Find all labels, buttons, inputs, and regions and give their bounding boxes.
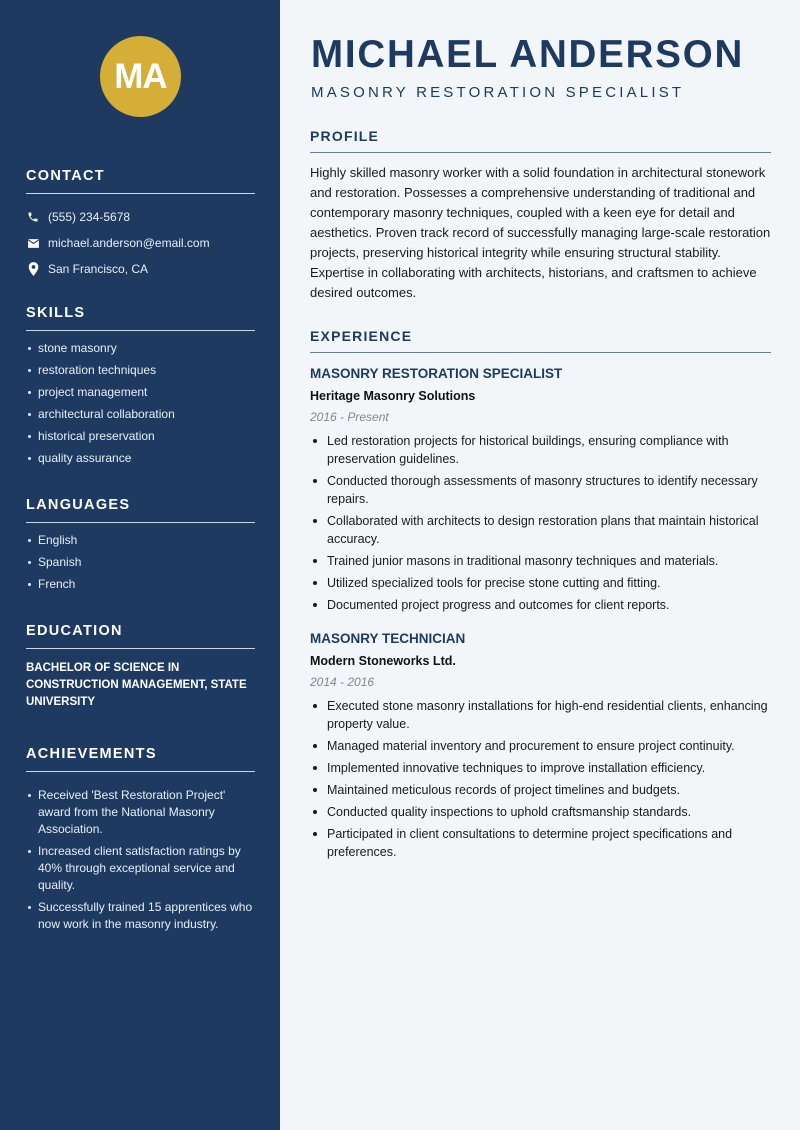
candidate-name: MICHAEL ANDERSON xyxy=(311,33,745,76)
skills-section xyxy=(26,305,255,472)
location-text: San Francisco, CA xyxy=(48,262,149,276)
skill-item: project management xyxy=(26,384,255,401)
achievements-heading: ACHIEVEMENTS xyxy=(26,746,255,772)
education-degree: BACHELOR OF SCIENCE IN CONSTRUCTION MANAGEMENT, STATE UNIVERSITY xyxy=(26,662,247,708)
skill-item: stone masonry xyxy=(26,340,255,357)
job-bullet: Led restoration projects for historical buildings, ensuring compliance with preservation guidelines. xyxy=(310,432,771,468)
job-bullet: Conducted quality inspections to uphold craftsmanship standards. xyxy=(310,803,771,821)
job-bullet: Executed stone masonry installations for high-end residential clients, enhancing property value. xyxy=(310,697,771,733)
skill-item: historical preservation xyxy=(26,428,255,445)
skill-item: restoration techniques xyxy=(26,362,255,379)
achievements-list xyxy=(26,787,255,933)
main-content xyxy=(280,0,800,1130)
contact-list xyxy=(26,204,255,282)
phone-text[interactable]: (555) 234-5678 xyxy=(48,210,131,224)
languages-heading: LANGUAGES xyxy=(26,497,255,523)
job-bullet: Participated in client consultations to determine project specifications and preferences. xyxy=(310,825,771,861)
job-bullet: Conducted thorough assessments of masonry structures to identify necessary repairs. xyxy=(310,472,771,508)
education-heading: EDUCATION xyxy=(26,623,255,649)
job-bullet: Trained junior masons in traditional masonry techniques and materials. xyxy=(310,552,771,570)
skills-list xyxy=(26,340,255,467)
achievement-item: Successfully trained 15 apprentices who now work in the masonry industry. xyxy=(26,899,255,933)
contact-heading: CONTACT xyxy=(26,168,255,194)
skills-heading: SKILLS xyxy=(26,305,255,331)
achievements-section xyxy=(26,746,255,938)
languages-list xyxy=(26,532,255,593)
languages-section xyxy=(26,497,255,598)
job-bullet: Implemented innovative techniques to improve installation efficiency. xyxy=(310,759,771,777)
job-company: Heritage Masonry Solutions xyxy=(310,389,476,403)
job-title: MASONRY TECHNICIAN xyxy=(310,631,466,646)
job-bullets xyxy=(310,697,771,861)
skill-item: quality assurance xyxy=(26,450,255,467)
experience-heading: EXPERIENCE xyxy=(310,328,771,353)
skill-item: architectural collaboration xyxy=(26,406,255,423)
job-bullet: Utilized specialized tools for precise stone cutting and fitting. xyxy=(310,574,771,592)
job-entry xyxy=(310,630,771,861)
job-bullet: Maintained meticulous records of project timelines and budgets. xyxy=(310,781,771,799)
language-item: French xyxy=(26,576,255,593)
job-dates: 2016 - Present xyxy=(310,410,389,424)
job-dates: 2014 - 2016 xyxy=(310,675,375,689)
profile-text: Highly skilled masonry worker with a solid foundation in architectural stonework and restoration. Possesses a comprehensive understanding of traditional and contemporary masonry techniques, coupled with a keen eye for detail and aesthetics. Proven track record of successfully managing large-scale restoration projects, preserving historical integrity while ensuring structural stability. Expertise in collaborating with architects, historians, and craftsmen to achieve desired outcomes. xyxy=(310,165,771,300)
avatar xyxy=(100,36,181,117)
phone-icon xyxy=(26,210,40,224)
profile-heading: PROFILE xyxy=(310,128,771,153)
job-company: Modern Stoneworks Ltd. xyxy=(310,654,456,668)
experience-section xyxy=(310,328,771,865)
education-section xyxy=(26,623,255,711)
job-bullet: Collaborated with architects to design restoration plans that maintain historical accuracy. xyxy=(310,512,771,548)
job-bullets xyxy=(310,432,771,614)
contact-phone xyxy=(26,204,255,230)
contact-location xyxy=(26,256,255,282)
language-item: Spanish xyxy=(26,554,255,571)
email-text[interactable]: michael.anderson@email.com xyxy=(48,236,210,250)
candidate-title: MASONRY RESTORATION SPECIALIST xyxy=(311,84,685,101)
avatar-initials: MA xyxy=(114,56,167,96)
contact-section xyxy=(26,168,255,282)
job-entry xyxy=(310,365,771,614)
contact-email xyxy=(26,230,255,256)
language-item: English xyxy=(26,532,255,549)
profile-section xyxy=(310,128,771,303)
job-bullet: Documented project progress and outcomes for client reports. xyxy=(310,596,771,614)
job-title: MASONRY RESTORATION SPECIALIST xyxy=(310,366,563,381)
achievement-item: Received 'Best Restoration Project' award from the National Masonry Association. xyxy=(26,787,255,838)
job-bullet: Managed material inventory and procurement to ensure project continuity. xyxy=(310,737,771,755)
sidebar xyxy=(0,0,280,1130)
email-icon xyxy=(26,236,40,250)
achievement-item: Increased client satisfaction ratings by 40% through exceptional service and quality. xyxy=(26,843,255,894)
location-pin-icon xyxy=(26,262,40,276)
